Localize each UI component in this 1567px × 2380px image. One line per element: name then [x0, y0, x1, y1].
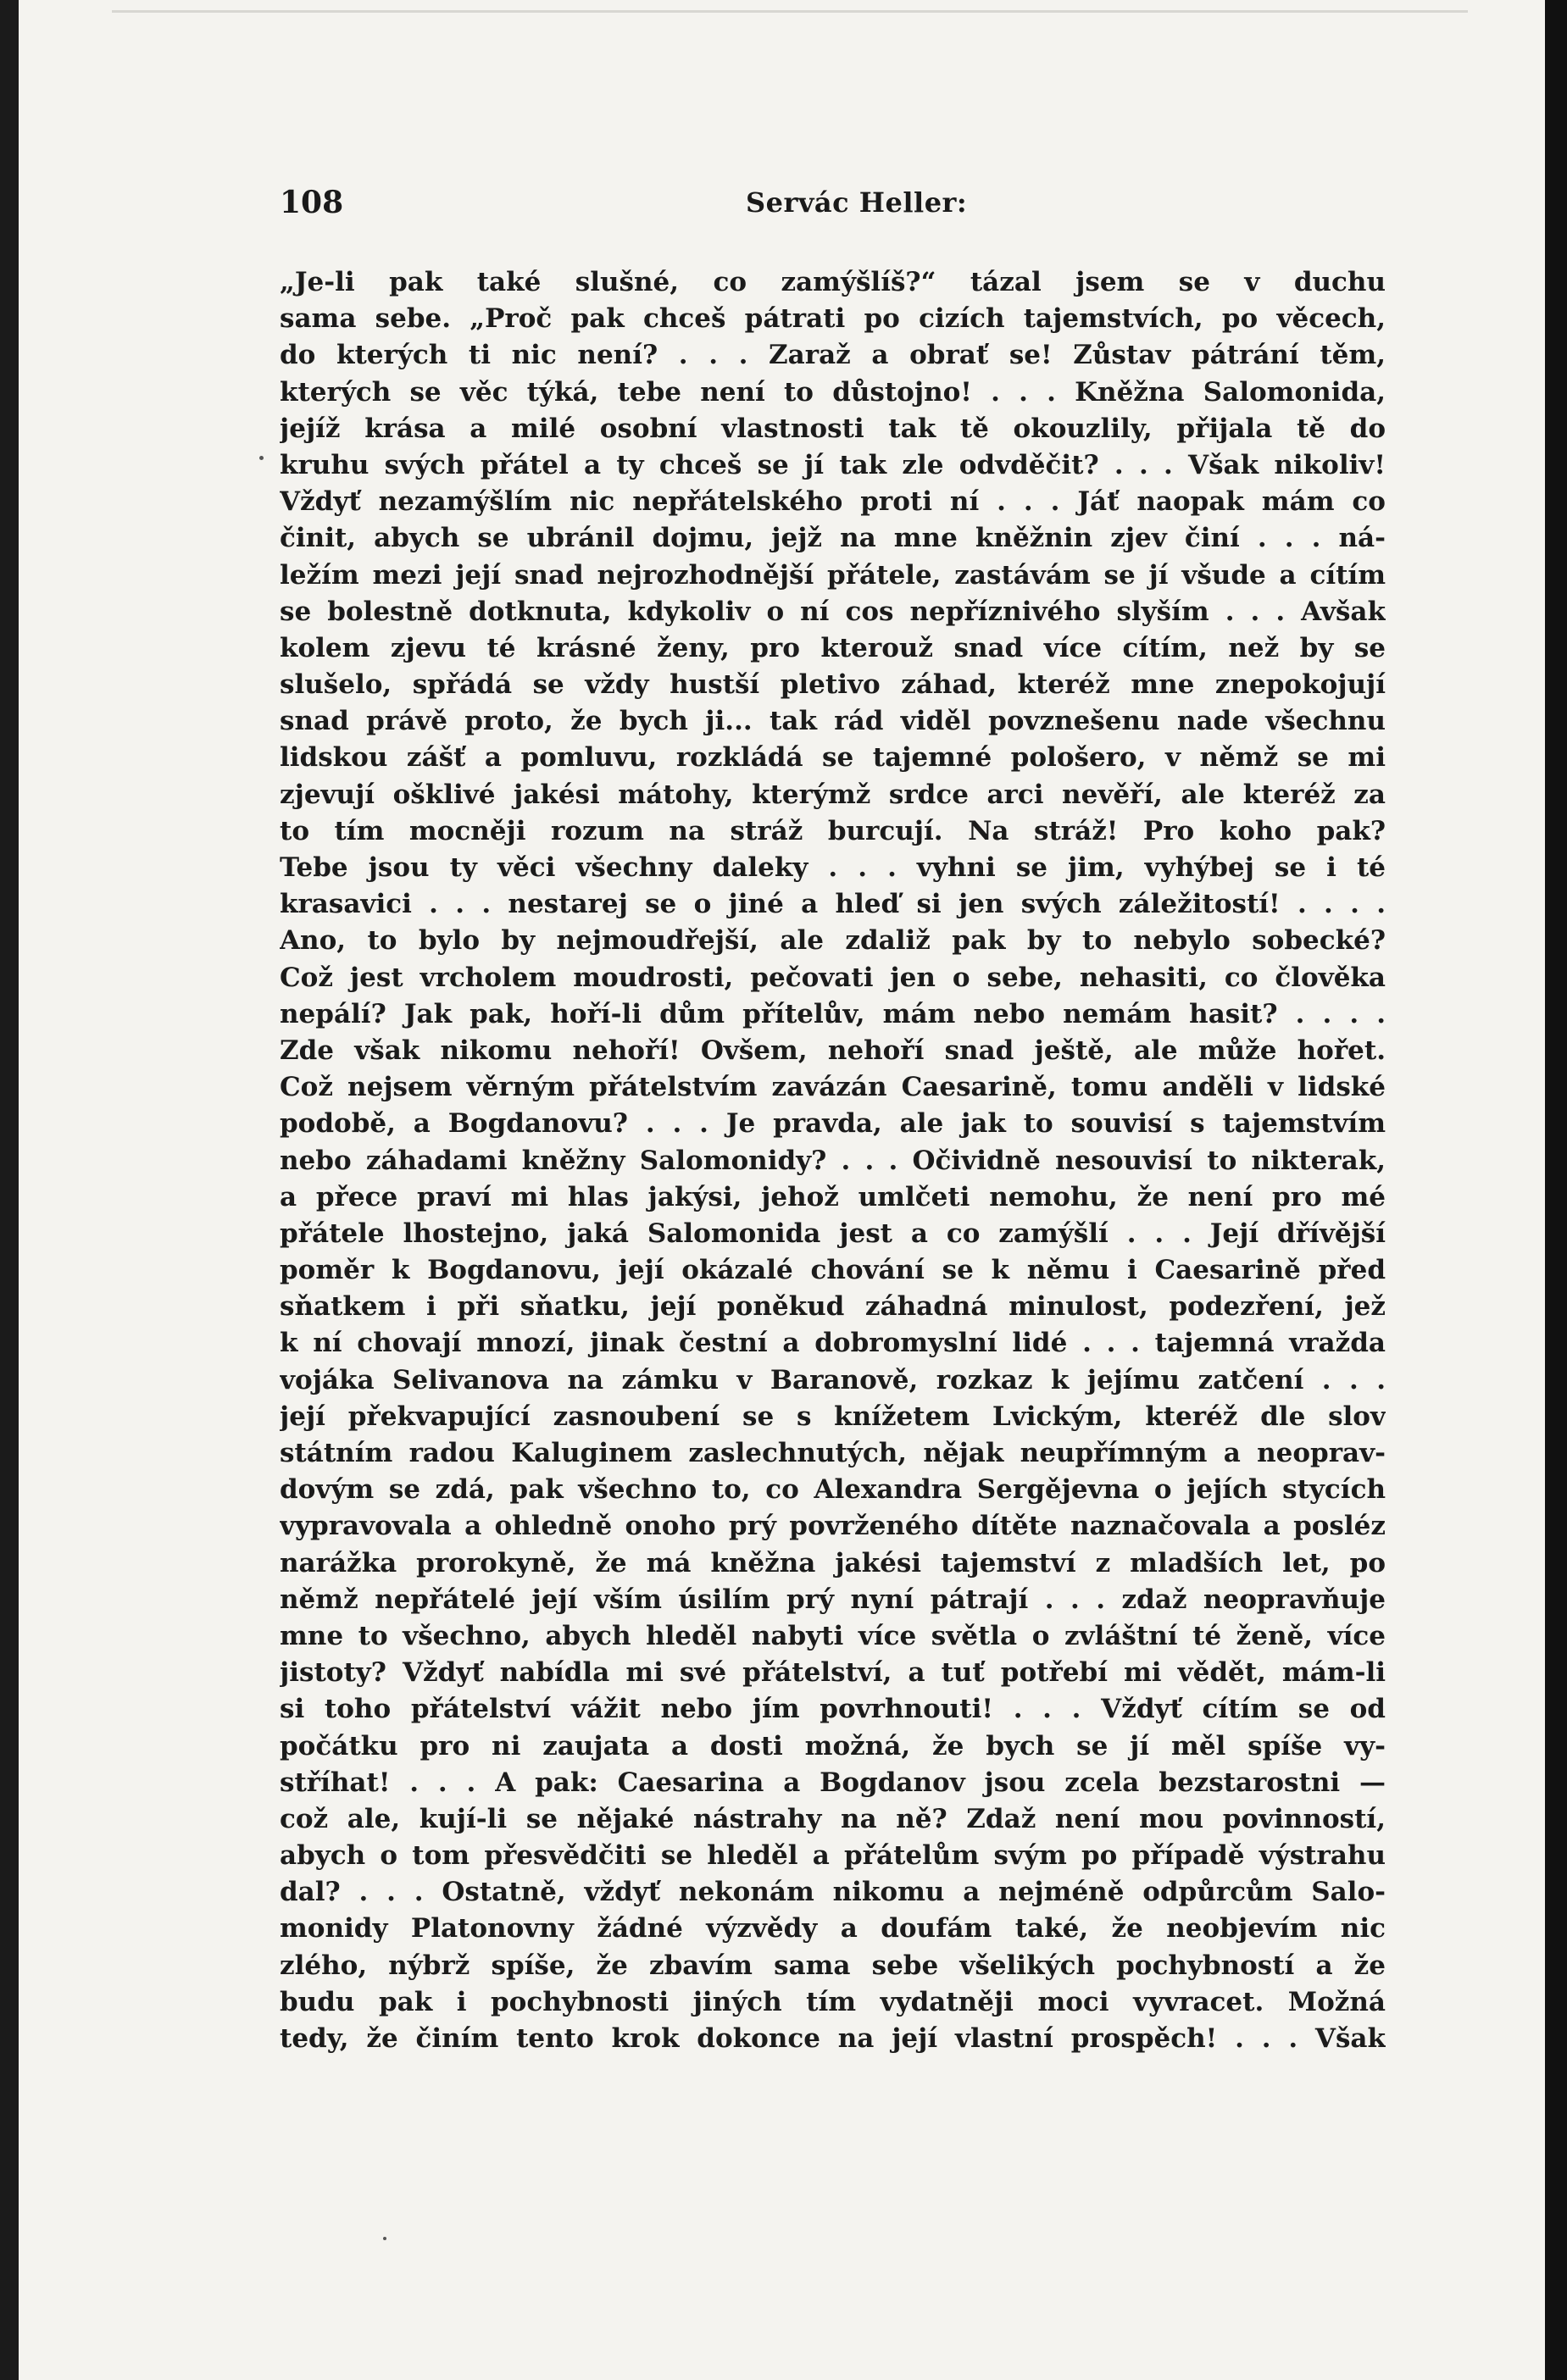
text-line: přátele lhostejno, jaká Salomonida jest a co zamýšlí . . . Její dřívější	[280, 1218, 1386, 1249]
page-header	[280, 185, 1386, 230]
text-line: sama sebe. „Proč pak chceš pátrati po cizích tajemstvích, po věcech,	[280, 303, 1386, 335]
text-line: „Je-li pak také slušné, co zamýšlíš?“ tázal jsem se v duchu	[280, 267, 1386, 297]
scan-border-left	[0, 0, 19, 2380]
text-line: mne to všechno, abych hleděl nabyti více světla o zvláštní té ženě, více	[280, 1620, 1386, 1651]
text-line: Zde však nikomu nehoří! Ovšem, nehoří snad ještě, ale může hořet.	[280, 1035, 1386, 1066]
text-line: narážka prorokyně, že má kněžna jakési tajemství z mladších let, po	[280, 1547, 1386, 1578]
text-line: se bolestně dotknuta, kdykoliv o ní cos nepříznivého slyším . . . Avšak	[280, 596, 1386, 627]
text-line: k ní chovají mnozí, jinak čestní a dobromyslní lidé . . . tajemná vražda	[280, 1328, 1386, 1359]
text-line: státním radou Kaluginem zaslechnutých, nějak neupřímným a neoprav-	[280, 1438, 1386, 1468]
text-line: Což nejsem věrným přátelstvím zavázán Caesarině, tomu anděli v lidské	[280, 1072, 1386, 1103]
text-line: tedy, že činím tento krok dokonce na její vlastní prospěch! . . . Však	[280, 2023, 1386, 2054]
page-number: 108	[280, 185, 344, 220]
scan-border-right	[1545, 0, 1567, 2380]
print-speck	[259, 456, 264, 460]
text-line: kterých se věc týká, tebe není to důstojno! . . . Kněžna Salomonida,	[280, 376, 1386, 408]
page-top-edge	[112, 10, 1468, 13]
text-line: nepálí? Jak pak, hoří-li dům přítelův, mám nebo nemám hasit? . . . .	[280, 998, 1386, 1029]
text-line: němž nepřátelé její vším úsilím prý nyní pátrají . . . zdaž neopravňuje	[280, 1584, 1386, 1615]
text-line: abych o tom přesvědčiti se hleděl a přátelům svým po případě výstrahu	[280, 1840, 1386, 1872]
text-line: Což jest vrcholem moudrosti, pečovati jen o sebe, nehasiti, co člověka	[280, 962, 1386, 993]
book-page	[19, 0, 1545, 2380]
text-line: počátku pro ni zaujata a dosti možná, že bych se jí měl spíše vy-	[280, 1730, 1386, 1761]
text-line: Ano, to bylo by nejmoudřejší, ale zdaliž pak by to nebylo sobecké?	[280, 925, 1386, 957]
text-line: budu pak i pochybnosti jiných tím vydatněji moci vyvracet. Možná	[280, 1986, 1386, 2017]
text-line: činit, abych se ubránil dojmu, jejž na mne kněžnin zjev činí . . . ná-	[280, 523, 1386, 554]
text-line: dal? . . . Ostatně, vždyť nekonám nikomu a nejméně odpůrcům Salo-	[280, 1877, 1386, 1908]
text-line: vypravovala a ohledně onoho prý povrženého dítěte naznačovala a posléz	[280, 1511, 1386, 1542]
text-line: nebo záhadami kněžny Salomonidy? . . . Očividně nesouvisí to nikterak,	[280, 1145, 1386, 1176]
text-line: vojáka Selivanova na zámku v Baranově, rozkaz k jejímu zatčení . . .	[280, 1364, 1386, 1395]
text-line: monidy Platonovny žádné výzvědy a doufám také, že neobjevím nic	[280, 1913, 1386, 1944]
text-line: slušelo, spřádá se vždy hustší pletivo záhad, kteréž mne znepokojují	[280, 669, 1386, 701]
text-line: dovým se zdá, pak všechno to, co Alexandra Sergějevna o jejích stycích	[280, 1474, 1386, 1506]
text-line: jejíž krása a milé osobní vlastnosti tak tě okouzlily, přijala tě do	[280, 413, 1386, 444]
body-text	[280, 264, 1386, 2057]
text-line: zlého, nýbrž spíše, že zbavím sama sebe všelikých pochybností a že	[280, 1950, 1386, 1981]
text-line: kolem zjevu té krásné ženy, pro kterouž snad více cítím, než by se	[280, 632, 1386, 663]
text-line: poměr k Bogdanovu, její okázalé chování se k němu i Caesarině před	[280, 1255, 1386, 1286]
text-line: podobě, a Bogdanovu? . . . Je pravda, ale jak to souvisí s tajemstvím	[280, 1108, 1386, 1140]
text-line: sňatkem i při sňatku, její poněkud záhadná minulost, podezření, jež	[280, 1291, 1386, 1323]
text-line: ležím mezi její snad nejrozhodnější přátele, zastávám se jí všude a cítím	[280, 559, 1386, 591]
text-line: zjevují ošklivé jakési mátohy, kterýmž srdce arci nevěří, ale kteréž za	[280, 779, 1386, 810]
text-line: to tím mocněji rozum na stráž burcují. Na stráž! Pro koho pak?	[280, 815, 1386, 846]
text-line: kruhu svých přátel a ty chceš se jí tak zle odvděčit? . . . Však nikoliv!	[280, 449, 1386, 480]
print-speck	[383, 2237, 386, 2240]
text-line: stříhat! . . . A pak: Caesarina a Bogdanov jsou zcela bezstarostni —	[280, 1767, 1386, 1798]
text-line: jistoty? Vždyť nabídla mi své přátelství, a tuť potřebí mi vědět, mám-li	[280, 1657, 1386, 1689]
text-line: do kterých ti nic není? . . . Zaraž a obrať se! Zůstav pátrání těm,	[280, 340, 1386, 371]
text-line: Vždyť nezamýšlím nic nepřátelského proti ní . . . Jáť naopak mám co	[280, 486, 1386, 518]
text-line: její překvapující zasnoubení se s knížetem Lvickým, kteréž dle slov	[280, 1401, 1386, 1432]
text-line: krasavici . . . nestarej se o jiné a hleď si jen svých záležitostí! . . . .	[280, 889, 1386, 920]
text-line: a přece praví mi hlas jakýsi, jehož umlčeti nemohu, že není pro mé	[280, 1181, 1386, 1212]
text-line: Tebe jsou ty věci všechny daleky . . . vyhni se jim, vyhýbej se i té	[280, 852, 1386, 883]
running-head: Servác Heller:	[746, 186, 968, 219]
text-line: což ale, kují-li se nějaké nástrahy na ně? Zdaž není mou povinností,	[280, 1803, 1386, 1834]
text-line: snad právě proto, že bych ji... tak rád viděl povznešenu nade všechnu	[280, 706, 1386, 737]
text-line: si toho přátelství vážit nebo jím povrhnouti! . . . Vždyť cítím se od	[280, 1694, 1386, 1725]
text-line: lidskou zášť a pomluvu, rozkládá se tajemné pološero, v němž se mi	[280, 742, 1386, 774]
